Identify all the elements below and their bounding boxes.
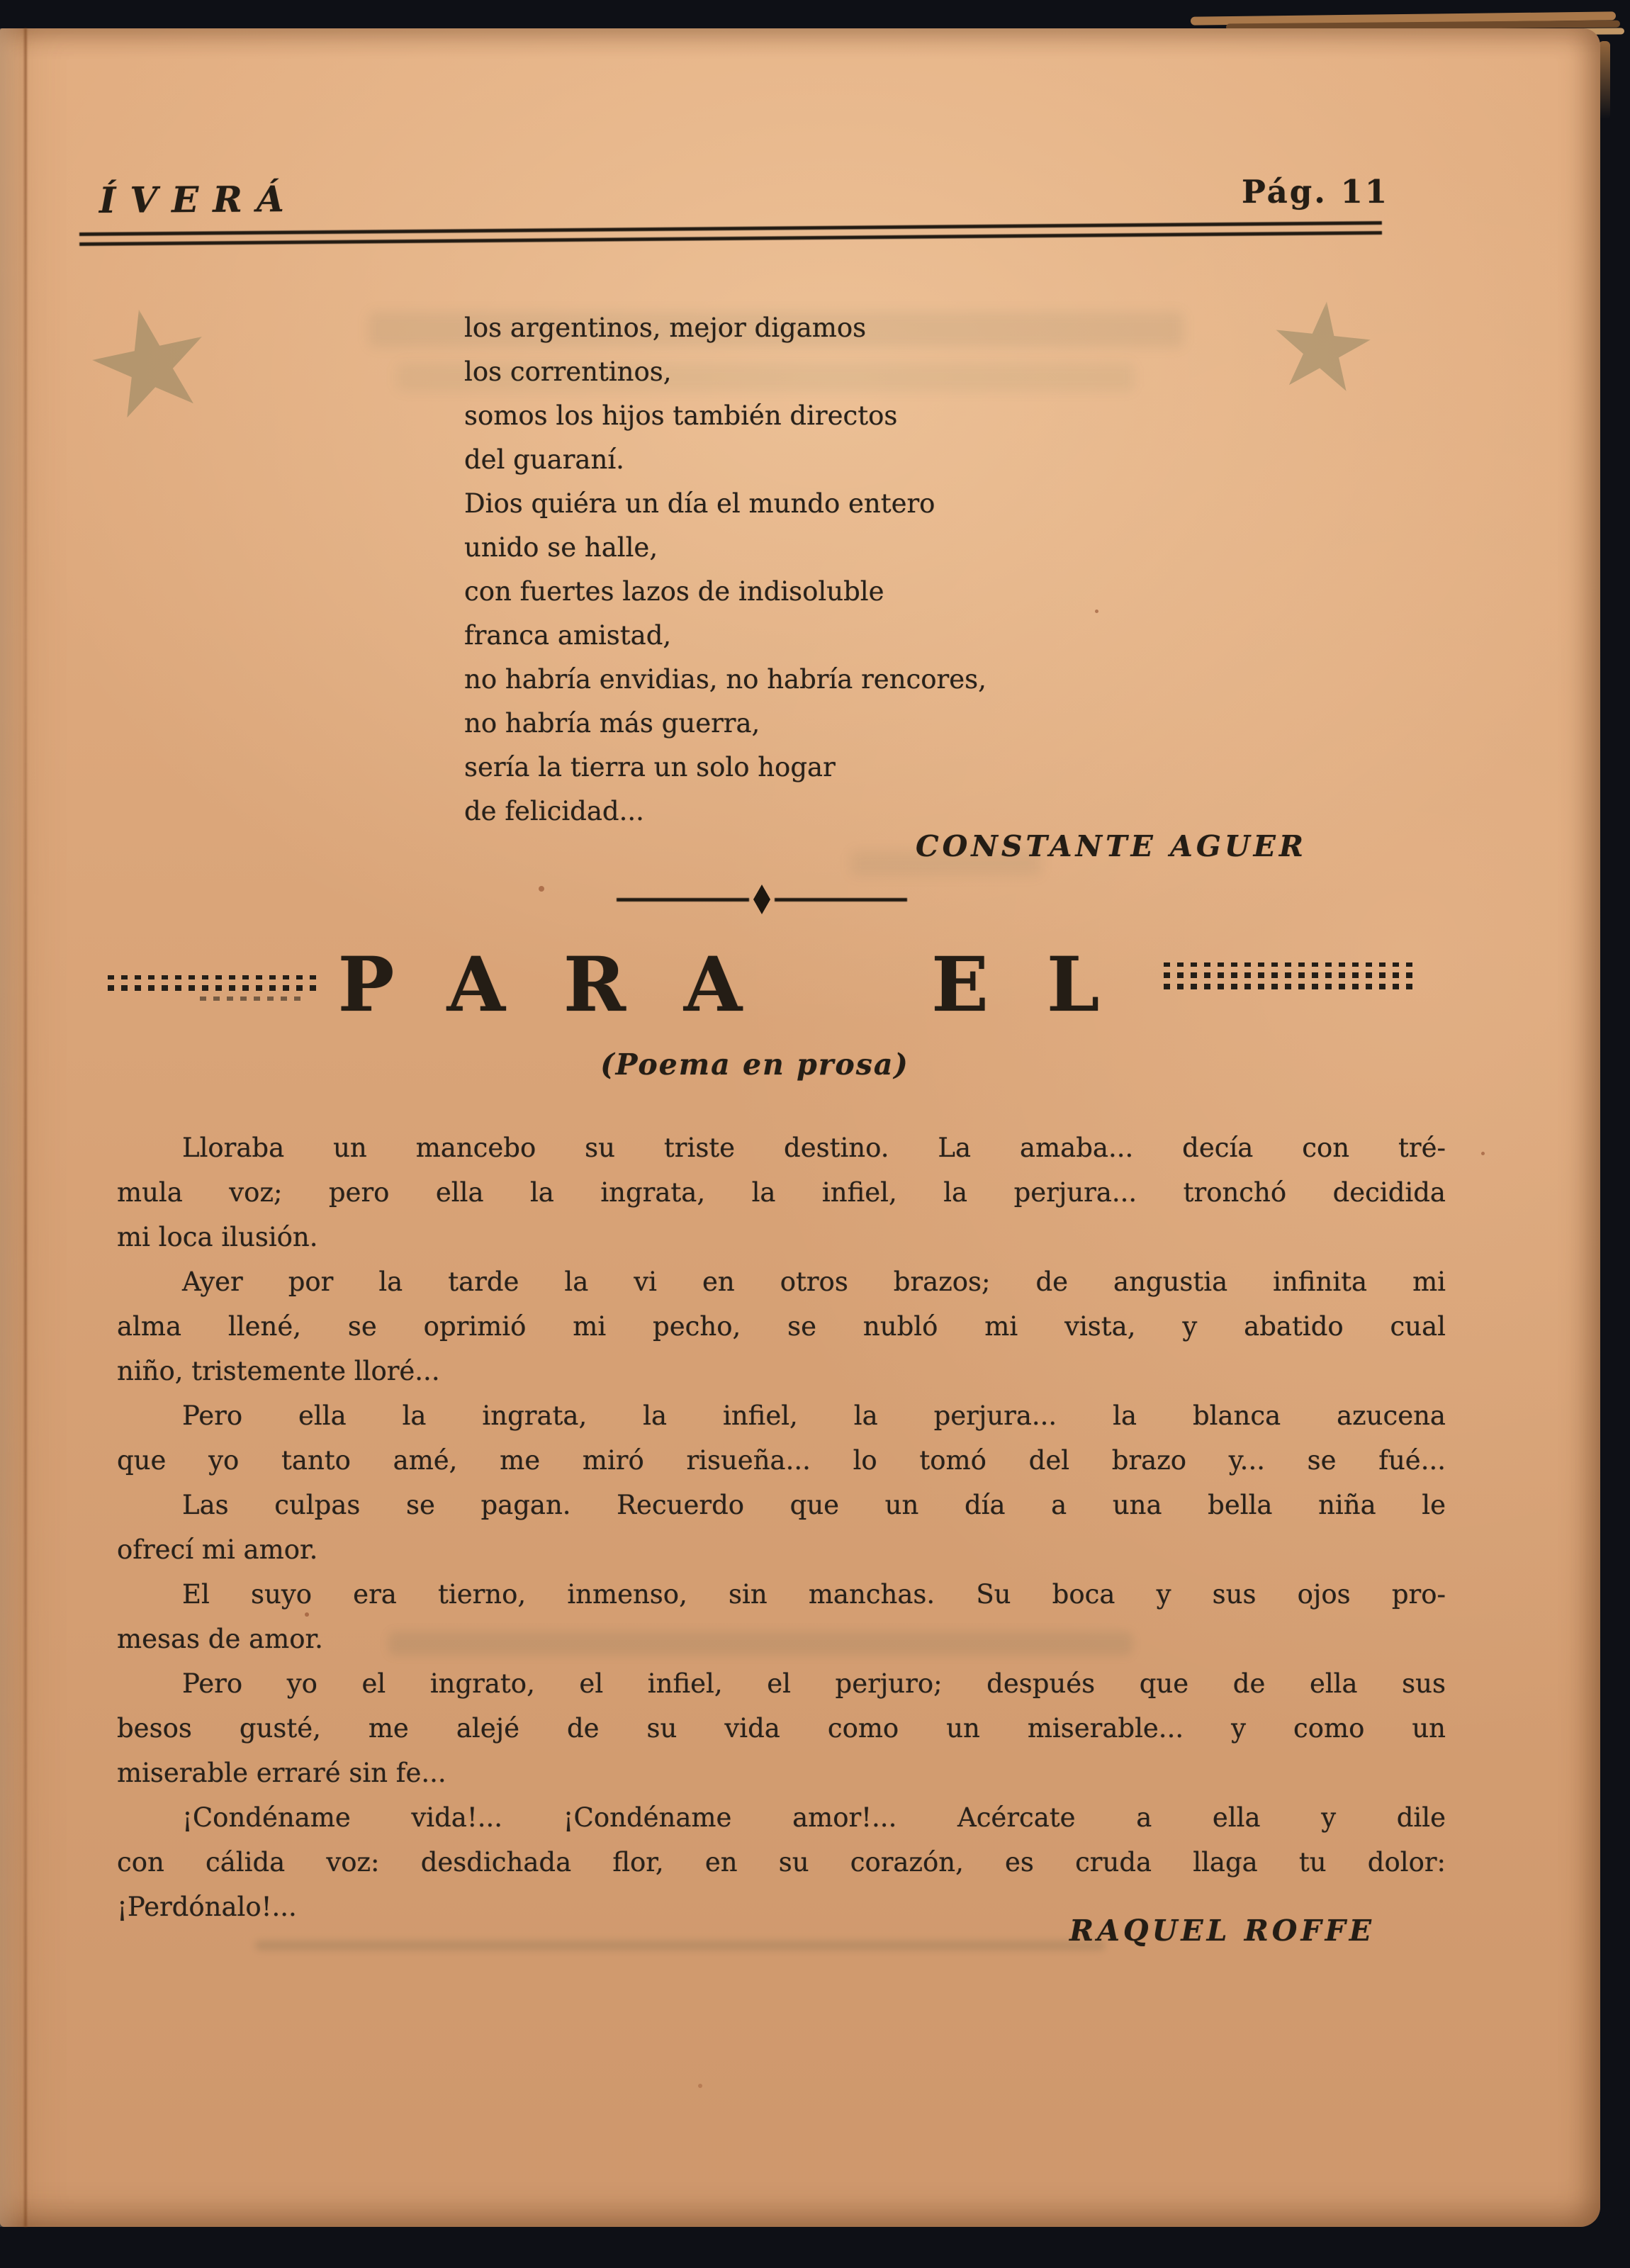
masthead: ÍVERÁ	[99, 178, 298, 221]
page-number: Pág. 11	[1242, 173, 1390, 210]
prose-line: ¡Condéname vida!... ¡Condéname amor!... Acércate a ella y dile	[182, 1802, 1446, 1833]
prose-line: Ayer por la tarde la vi en otros brazos; de angustia infinita mi	[182, 1267, 1446, 1297]
title-ornament-left	[108, 975, 317, 1006]
page-crease	[24, 28, 27, 2227]
dot-row	[200, 997, 306, 1001]
poem-line: somos los hijos también directos	[464, 400, 898, 431]
prose-line: mi loca ilusión.	[117, 1222, 318, 1252]
prose-line: miserable erraré sin fe...	[117, 1758, 446, 1788]
dot-row	[1164, 962, 1413, 967]
title-ornament-right	[1164, 962, 1413, 995]
poem-line: franca amistad,	[464, 620, 672, 651]
ghost-star-icon	[82, 298, 220, 433]
article-subtitle: (Poema en prosa)	[600, 1048, 909, 1082]
dot-row	[108, 985, 317, 991]
diamond-icon	[753, 885, 770, 914]
poem-line: los argentinos, mejor digamos	[464, 313, 867, 343]
prose-line: Las culpas se pagan. Recuerdo que un día a una bella niña le	[182, 1490, 1446, 1520]
prose-line: ¡Perdónalo!...	[117, 1892, 297, 1922]
divider-line	[775, 898, 907, 902]
article-title: PARA EL	[337, 940, 1158, 1028]
article-signature: RAQUEL ROFFE	[1069, 1914, 1375, 1948]
prose-line: Lloraba un mancebo su triste destino. La amaba... decía con tré-	[182, 1133, 1446, 1163]
poem-line: de felicidad...	[464, 796, 644, 826]
poem-line: Dios quiéra un día el mundo entero	[464, 488, 935, 519]
prose-line: que yo tanto amé, me miró risueña... lo tomó del brazo y... se fué...	[117, 1445, 1446, 1476]
poem-line: los correntinos,	[464, 357, 672, 387]
prose-line: niño, tristemente lloré...	[117, 1356, 440, 1386]
prose-line: ofrecí mi amor.	[117, 1534, 318, 1565]
paper-speck	[698, 2084, 702, 2088]
prose-line: El suyo era tierno, inmenso, sin manchas. Su boca y sus ojos pro-	[182, 1579, 1446, 1610]
poem-line: del guaraní.	[464, 444, 624, 475]
poem-line: con fuertes lazos de indisoluble	[464, 576, 884, 607]
poem-line: no habría más guerra,	[464, 708, 760, 739]
prose-line: mula voz; pero ella la ingrata, la infiel, la perjura... tronchó decidida	[117, 1177, 1446, 1208]
magazine-page	[0, 28, 1600, 2227]
prose-line: mesas de amor.	[117, 1624, 323, 1654]
dot-row	[1164, 972, 1413, 978]
page-edge-underlay	[0, 28, 24, 2227]
divider-line	[617, 898, 749, 902]
page-edge-strip	[1599, 41, 1610, 119]
poem-line: unido se halle,	[464, 532, 658, 563]
prose-line: Pero ella la ingrata, la infiel, la perjura... la blanca azucena	[182, 1400, 1446, 1431]
prose-line: con cálida voz: desdichada flor, en su corazón, es cruda llaga tu dolor:	[117, 1847, 1446, 1877]
paper-speck	[1481, 1152, 1485, 1155]
poem-signature: CONSTANTE AGUER	[916, 829, 1307, 863]
article-body	[117, 1125, 1446, 1929]
dot-row	[1164, 984, 1413, 989]
section-divider	[617, 885, 907, 914]
prose-line: alma llené, se oprimió mi pecho, se nubló mi vista, y abatido cual	[117, 1311, 1446, 1342]
prose-line: besos gusté, me alejé de su vida como un miserable... y como un	[117, 1713, 1446, 1744]
poem-line: sería la tierra un solo hogar	[464, 752, 836, 782]
poem	[464, 306, 1386, 833]
prose-line: Pero yo el ingrato, el infiel, el perjuro; después que de ella sus	[182, 1668, 1446, 1699]
paper-speck	[539, 886, 544, 892]
header-rule	[79, 221, 1382, 246]
dot-row	[108, 975, 317, 979]
poem-line: no habría envidias, no habría rencores,	[464, 664, 987, 695]
